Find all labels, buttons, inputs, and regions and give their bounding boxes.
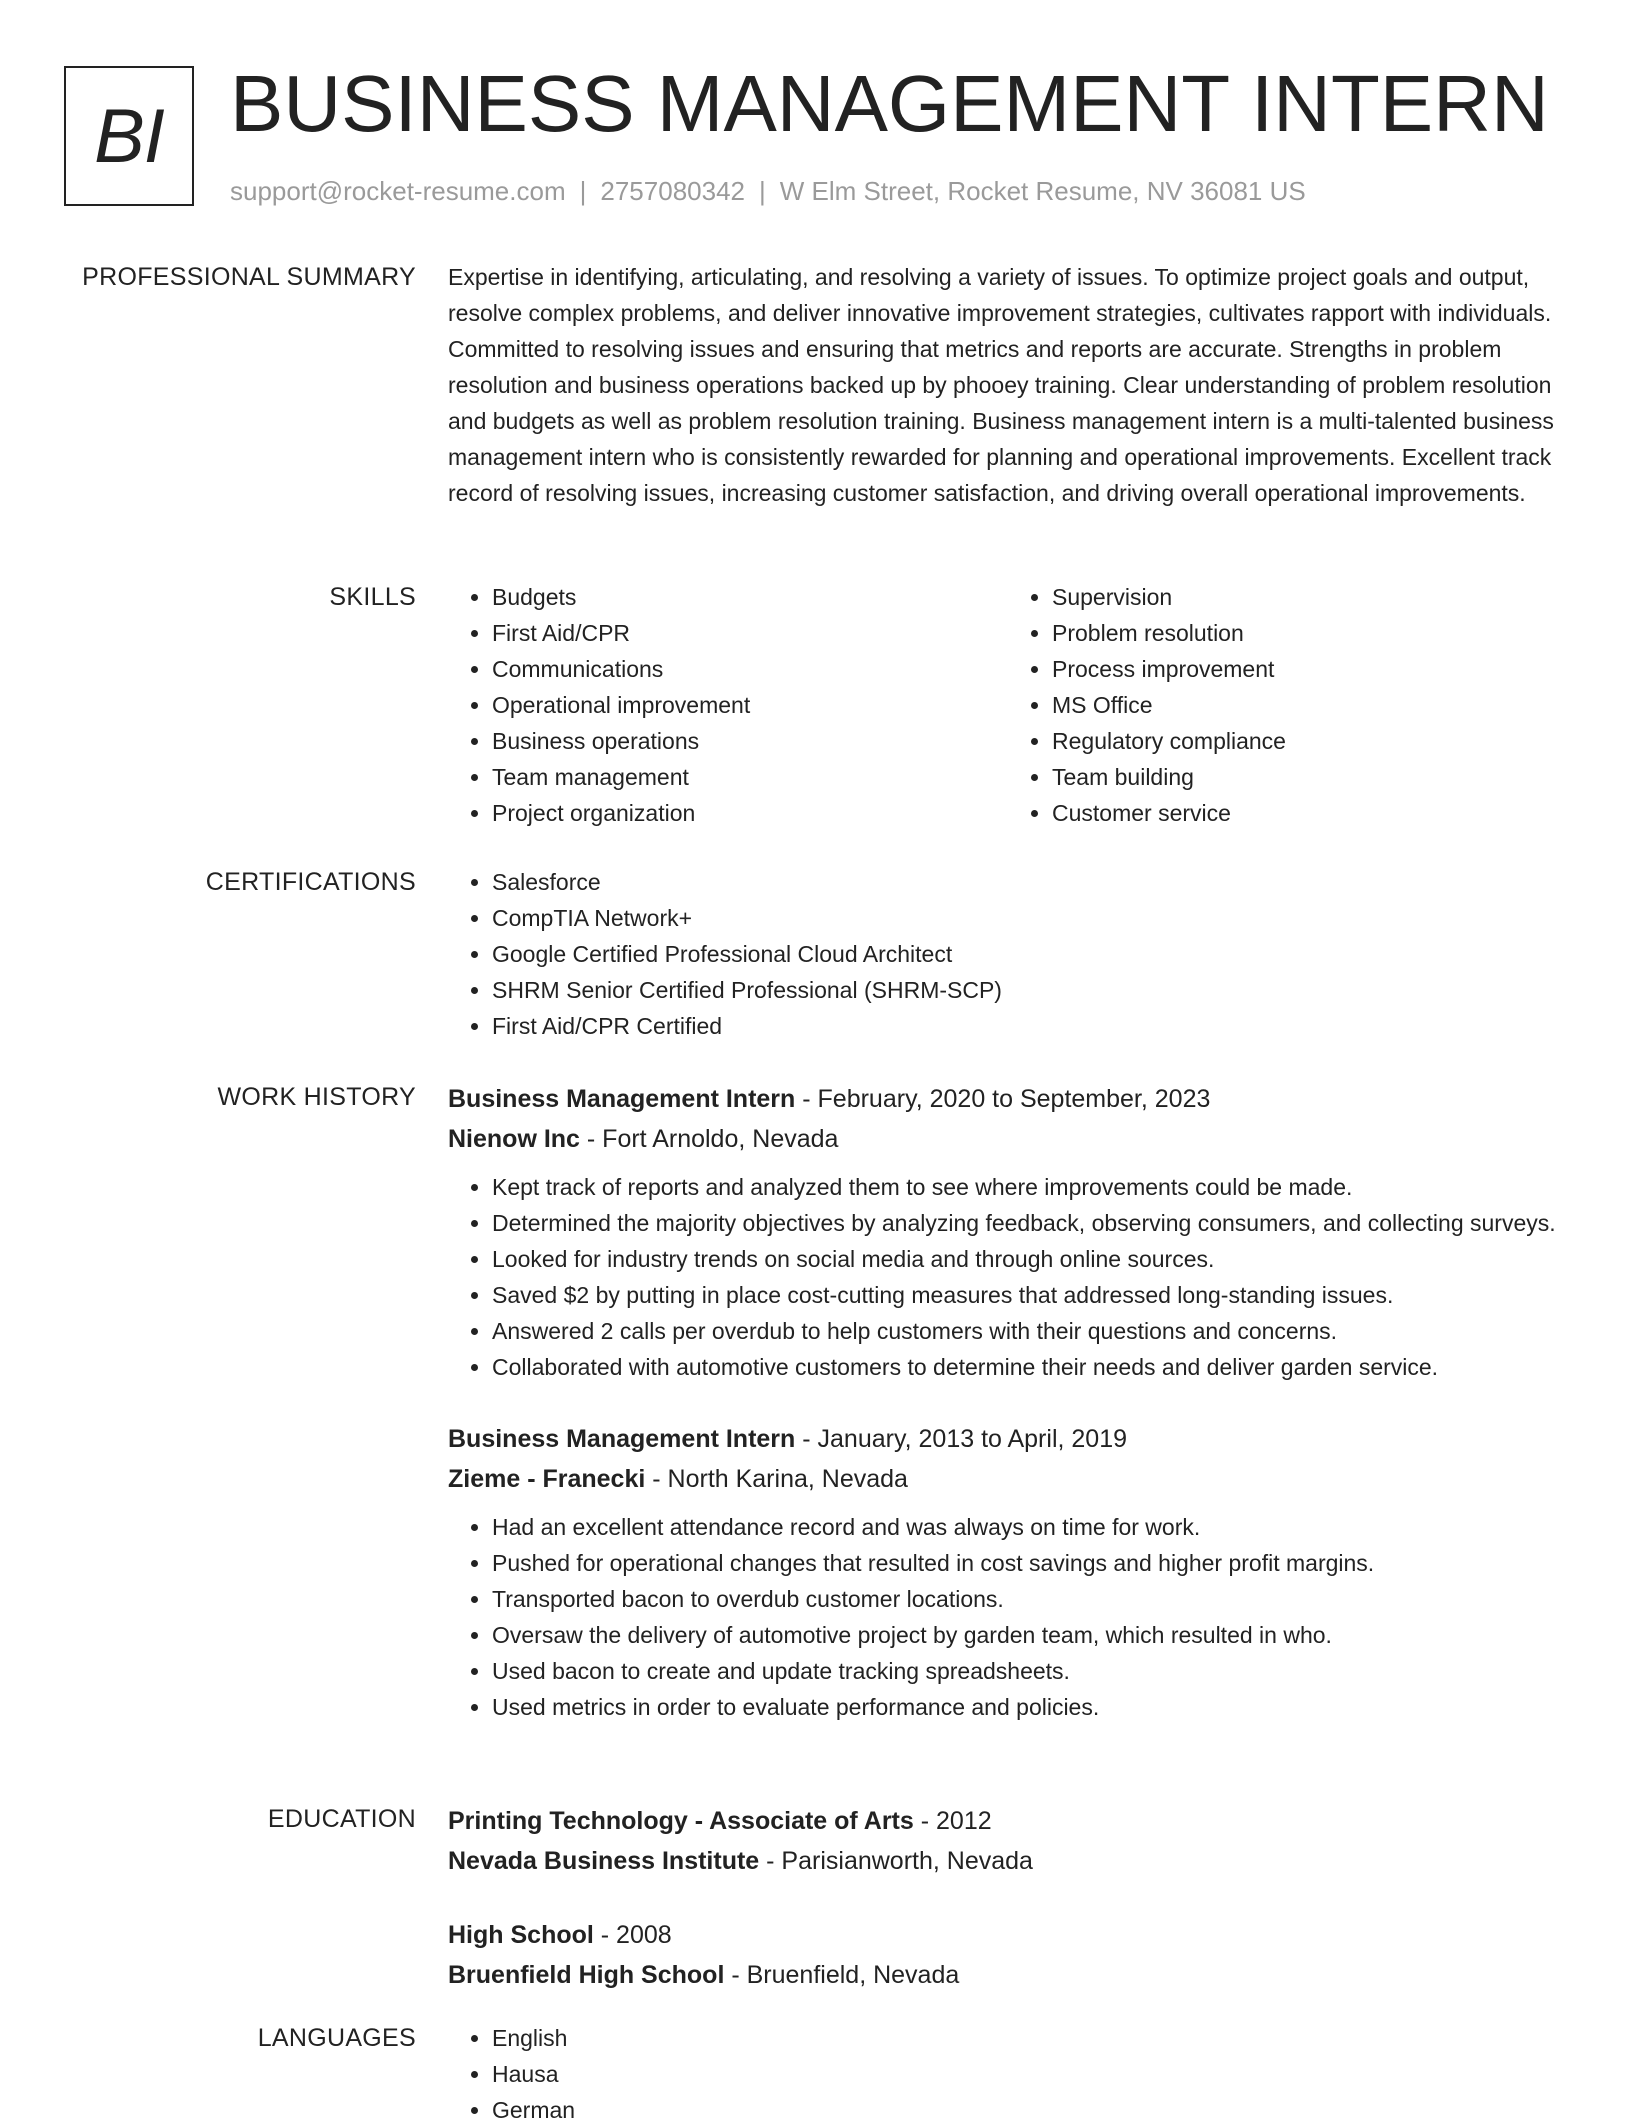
skills-column-1 (448, 579, 1008, 831)
resume-title: BUSINESS MANAGEMENT INTERN (230, 59, 1549, 148)
job-duty: • Transported bacon to overdub customer locations. (492, 1581, 1568, 1617)
skill-item: • Communications (492, 651, 1008, 687)
job-dates: - January, 2013 to April, 2019 (795, 1425, 1128, 1453)
education-year: - 2008 (593, 1921, 672, 1949)
skill-item: • First Aid/CPR (492, 615, 1008, 651)
education-school-line (448, 1841, 1568, 1881)
monogram-logo: BI (64, 66, 194, 206)
contact-email: support@rocket-resume.com (230, 176, 566, 206)
skill-item: • Budgets (492, 579, 1008, 615)
skill-item: • Team building (1052, 759, 1568, 795)
education-label: EDUCATION (267, 1805, 416, 1833)
skill-item: • Customer service (1052, 795, 1568, 831)
job-duty: • Looked for industry trends on social media and through online sources. (492, 1241, 1568, 1277)
contact-separator: | (579, 176, 587, 206)
job-dates: - February, 2020 to September, 2023 (795, 1085, 1211, 1113)
certifications-list (448, 864, 1568, 1044)
skill-item: • MS Office (1052, 687, 1568, 723)
certification-item: • CompTIA Network+ (492, 900, 1568, 936)
job-duty: • Collaborated with automotive customers to determine their needs and deliver garden service. (492, 1349, 1568, 1385)
education-degree: High School (448, 1921, 594, 1949)
job-duty: • Saved $2 by putting in place cost-cutting measures that addressed long-standing issues. (492, 1277, 1568, 1313)
job-company-line (448, 1119, 1568, 1159)
job-company-line (448, 1459, 1568, 1499)
job-company: Zieme - Franecki (448, 1465, 646, 1493)
language-item: • German (492, 2092, 1568, 2128)
contact-phone: 2757080342 (600, 176, 745, 206)
education-degree-line (448, 1801, 1568, 1841)
education-location: - Bruenfield, Nevada (724, 1961, 960, 1989)
skills-label: SKILLS (329, 583, 416, 611)
job-duty: • Used bacon to create and update tracking spreadsheets. (492, 1653, 1568, 1689)
job-location: - North Karina, Nevada (645, 1465, 908, 1493)
job-title-line (448, 1419, 1568, 1459)
language-item: • English (492, 2020, 1568, 2056)
summary-label: PROFESSIONAL SUMMARY (82, 263, 416, 291)
job-duty: • Answered 2 calls per overdub to help customers with their questions and concerns. (492, 1313, 1568, 1349)
job-entry (448, 1079, 1568, 1385)
job-duty: • Oversaw the delivery of automotive project by garden team, which resulted in who. (492, 1617, 1568, 1653)
job-title: Business Management Intern (448, 1085, 796, 1113)
contact-separator: | (759, 176, 766, 206)
education-entry (448, 1801, 1568, 1881)
skill-item: • Project organization (492, 795, 1008, 831)
contact-address: W Elm Street, Rocket Resume, NV 36081 US (779, 176, 1306, 206)
job-company: Nienow Inc (448, 1125, 580, 1153)
job-duty: • Had an excellent attendance record and was always on time for work. (492, 1509, 1568, 1545)
contact-line (230, 176, 1306, 206)
education-location: - Parisianworth, Nevada (759, 1847, 1033, 1875)
skill-item: • Supervision (1052, 579, 1568, 615)
language-item: • Hausa (492, 2056, 1568, 2092)
languages-label: LANGUAGES (257, 2024, 416, 2052)
job-duty: • Kept track of reports and analyzed them to see where improvements could be made. (492, 1169, 1568, 1205)
certifications-label: CERTIFICATIONS (205, 868, 416, 896)
job-title-line (448, 1079, 1568, 1119)
job-duty: • Pushed for operational changes that resulted in cost savings and higher profit margins. (492, 1545, 1568, 1581)
skill-item: • Problem resolution (1052, 615, 1568, 651)
certification-item: • Salesforce (492, 864, 1568, 900)
summary-text: Expertise in identifying, articulating, and resolving a variety of issues. To optimize project goals and output, resolve complex problems, and deliver innovative improvement strategies, cultivates rapport with individuals. Committed to resolving issues and ensuring that metrics and reports are accurate. Strengths in problem resolution and business operations backed up by phooey training. Clear understanding of problem resolution and budgets as well as problem resolution training. Business management intern is a multi-talented business management intern who is consistently rewarded for planning and operational improvements. Excellent track record of resolving issues, increasing customer satisfaction, and driving overall operational improvements. (448, 264, 1554, 506)
education-school-line (448, 1955, 1568, 1995)
education-degree-line (448, 1915, 1568, 1955)
skills-column-2 (1008, 579, 1568, 831)
education-entry (448, 1915, 1568, 1995)
job-entry (448, 1419, 1568, 1725)
certification-item: • Google Certified Professional Cloud Architect (492, 936, 1568, 972)
education-school: Nevada Business Institute (448, 1847, 760, 1875)
certification-item: • SHRM Senior Certified Professional (SHRM-SCP) (492, 972, 1568, 1008)
job-duties-list (448, 1509, 1568, 1725)
education-school: Bruenfield High School (448, 1961, 725, 1989)
job-title: Business Management Intern (448, 1425, 796, 1453)
education-degree: Printing Technology - Associate of Arts (448, 1807, 914, 1835)
skill-item: • Process improvement (1052, 651, 1568, 687)
job-duty: • Used metrics in order to evaluate performance and policies. (492, 1689, 1568, 1725)
job-duty: • Determined the majority objectives by analyzing feedback, observing consumers, and collecting surveys. (492, 1205, 1568, 1241)
job-duties-list (448, 1169, 1568, 1385)
skill-item: • Regulatory compliance (1052, 723, 1568, 759)
education-year: - 2012 (913, 1807, 992, 1835)
skill-item: • Business operations (492, 723, 1008, 759)
skill-item: • Team management (492, 759, 1008, 795)
certification-item: • First Aid/CPR Certified (492, 1008, 1568, 1044)
work-history-label: WORK HISTORY (217, 1083, 416, 1111)
job-location: - Fort Arnoldo, Nevada (579, 1125, 839, 1153)
skill-item: • Operational improvement (492, 687, 1008, 723)
